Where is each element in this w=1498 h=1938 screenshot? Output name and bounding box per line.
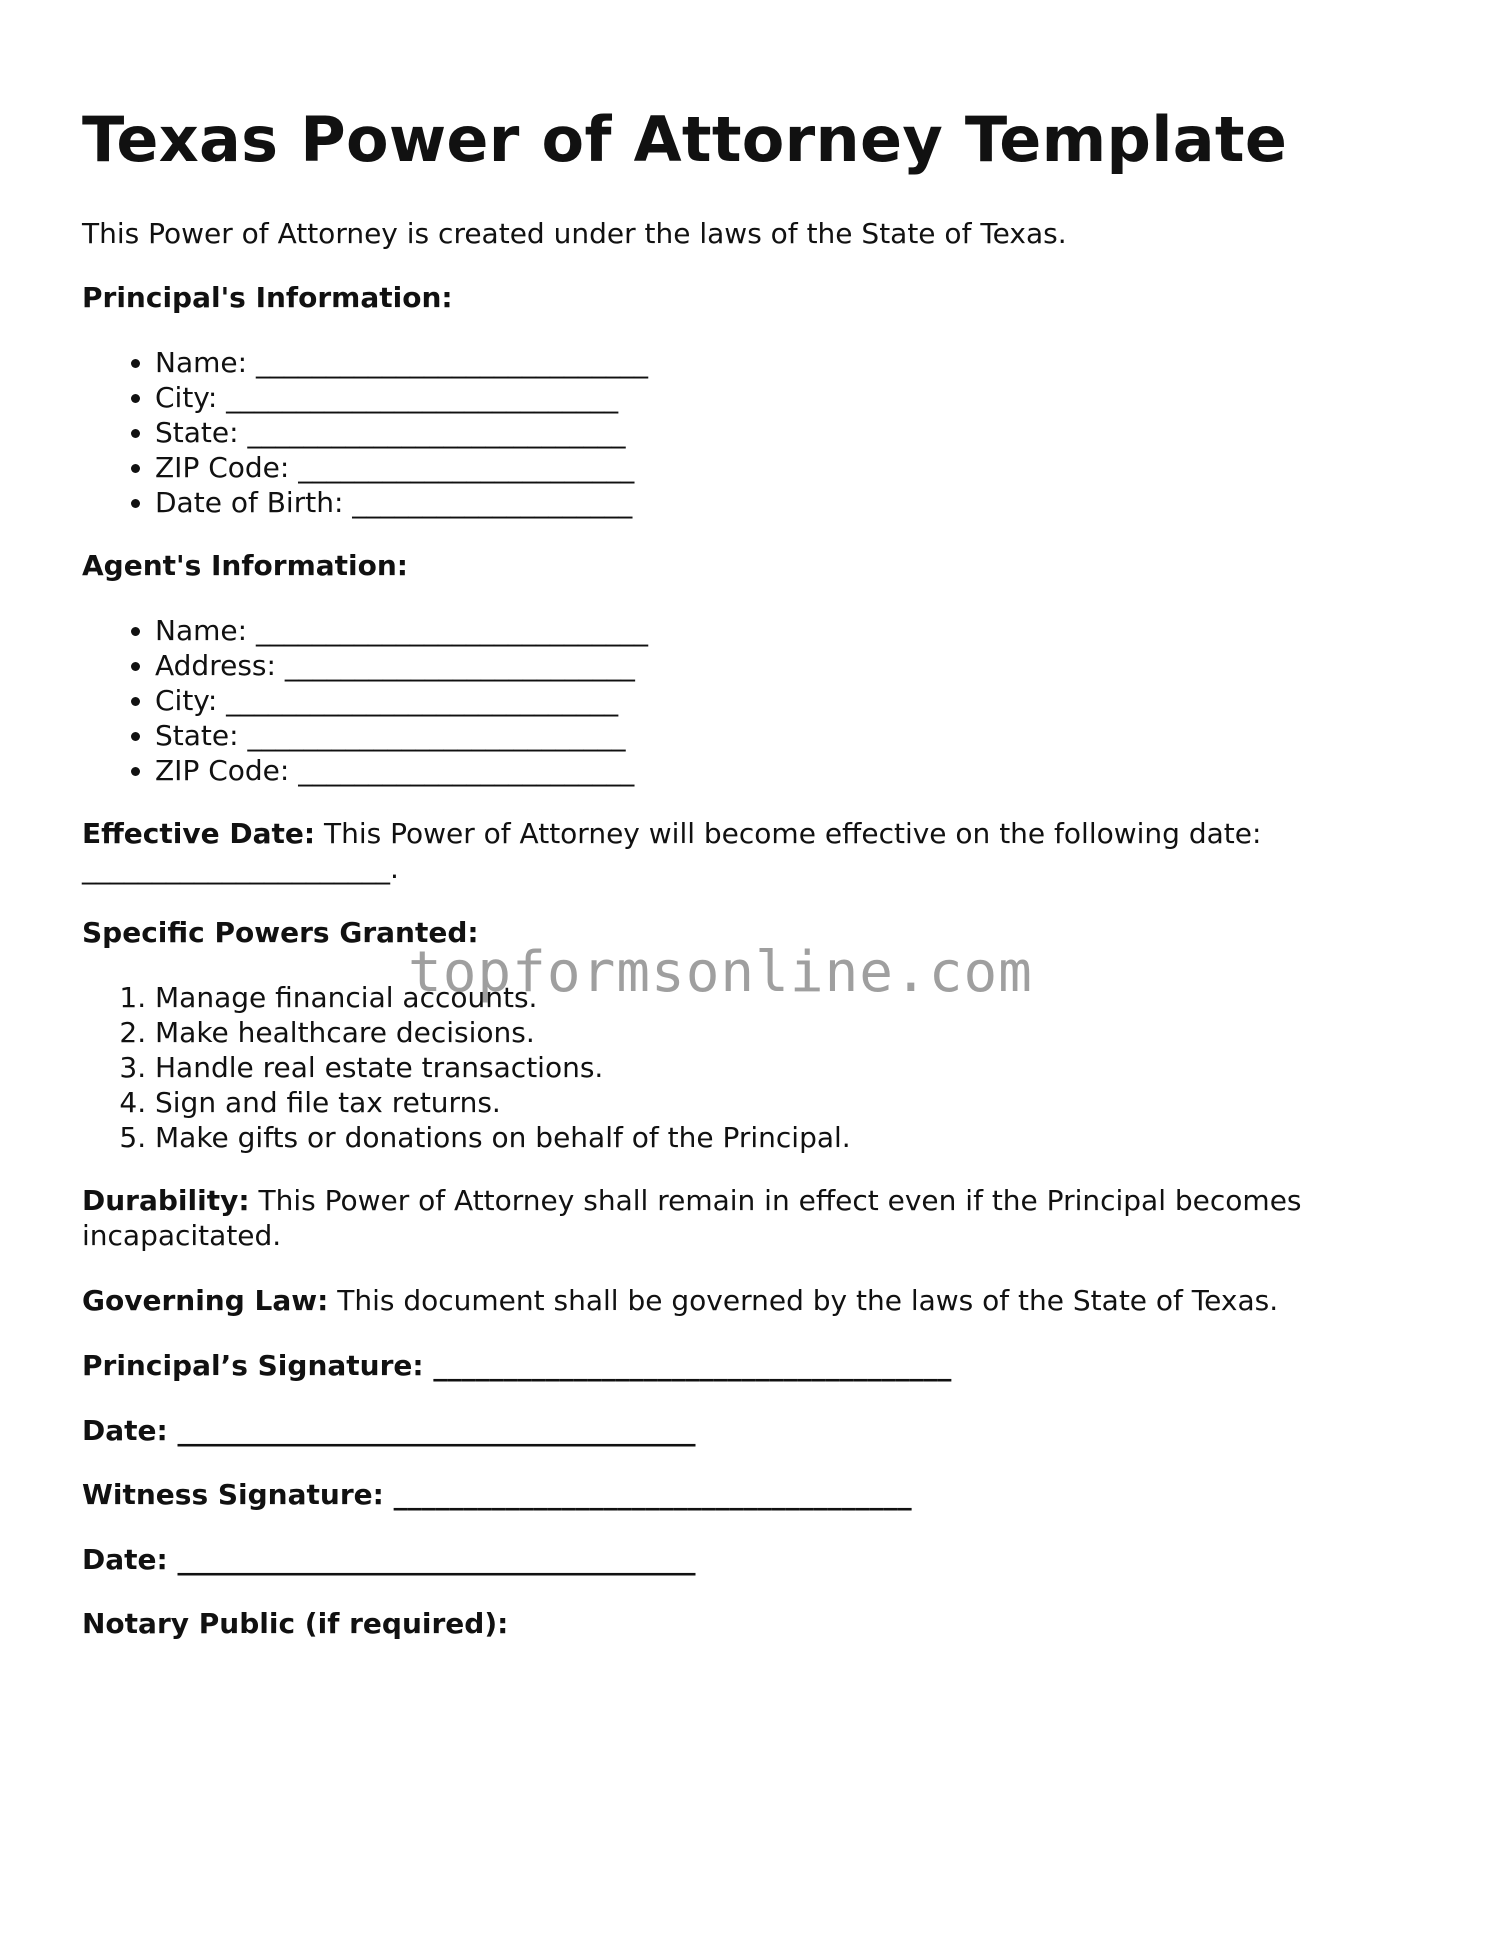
durability-label: Durability: [82, 1184, 250, 1217]
agent-zip-field: • ZIP Code: ________________________ [155, 753, 648, 788]
agent-state-field: • State: ___________________________ [155, 718, 648, 753]
principal-city-field: • City: ____________________________ [155, 380, 648, 415]
date-line-1: Date: _____________________________________ [82, 1414, 696, 1447]
effective-date-paragraph [82, 816, 1261, 851]
agent-address-field: • Address: _________________________ [155, 648, 648, 683]
intro-paragraph: This Power of Attorney is created under the laws of the State of Texas. [82, 217, 1067, 250]
durability-paragraph [82, 1183, 1422, 1253]
durability-text: This Power of Attorney shall remain in effect even if the Principal becomes incapacitated. [82, 1184, 1302, 1252]
agent-info-list [82, 613, 648, 788]
governing-law-text: This document shall be governed by the laws of the State of Texas. [337, 1284, 1279, 1317]
principal-heading: Principal's Information: [82, 281, 453, 314]
agent-city-field: • City: ____________________________ [155, 683, 648, 718]
date-line-2: Date: _____________________________________ [82, 1543, 696, 1576]
powers-list [82, 980, 851, 1155]
witness-signature-line: Witness Signature: _____________________________________ [82, 1478, 912, 1511]
principal-signature-line: Principal’s Signature: _____________________________________ [82, 1349, 952, 1382]
principal-info-list [82, 345, 648, 520]
principal-zip-field: • ZIP Code: ________________________ [155, 450, 648, 485]
governing-law-paragraph [82, 1283, 1278, 1318]
power-item: 2. Make healthcare decisions. [155, 1015, 851, 1050]
watermark-text: topformsonline.com [408, 940, 1033, 1005]
power-item: 5. Make gifts or donations on behalf of the Principal. [155, 1120, 851, 1155]
powers-heading: Specific Powers Granted: [82, 916, 479, 949]
principal-dob-field: • Date of Birth: ____________________ [155, 485, 648, 520]
principal-state-field: • State: ___________________________ [155, 415, 648, 450]
agent-name-field: • Name: ____________________________ [155, 613, 648, 648]
power-item: 3. Handle real estate transactions. [155, 1050, 851, 1085]
principal-name-field: • Name: ____________________________ [155, 345, 648, 380]
effective-date-text: This Power of Attorney will become effective on the following date: [323, 817, 1262, 850]
effective-date-label: Effective Date: [82, 817, 316, 850]
power-item: 1. Manage financial accounts. [155, 980, 851, 1015]
governing-law-label: Governing Law: [82, 1284, 329, 1317]
power-item: 4. Sign and file tax returns. [155, 1085, 851, 1120]
effective-date-blank: ______________________. [82, 852, 399, 885]
agent-heading: Agent's Information: [82, 549, 409, 582]
notary-heading: Notary Public (if required): [82, 1607, 509, 1640]
document-title: Texas Power of Attorney Template [82, 103, 1288, 176]
